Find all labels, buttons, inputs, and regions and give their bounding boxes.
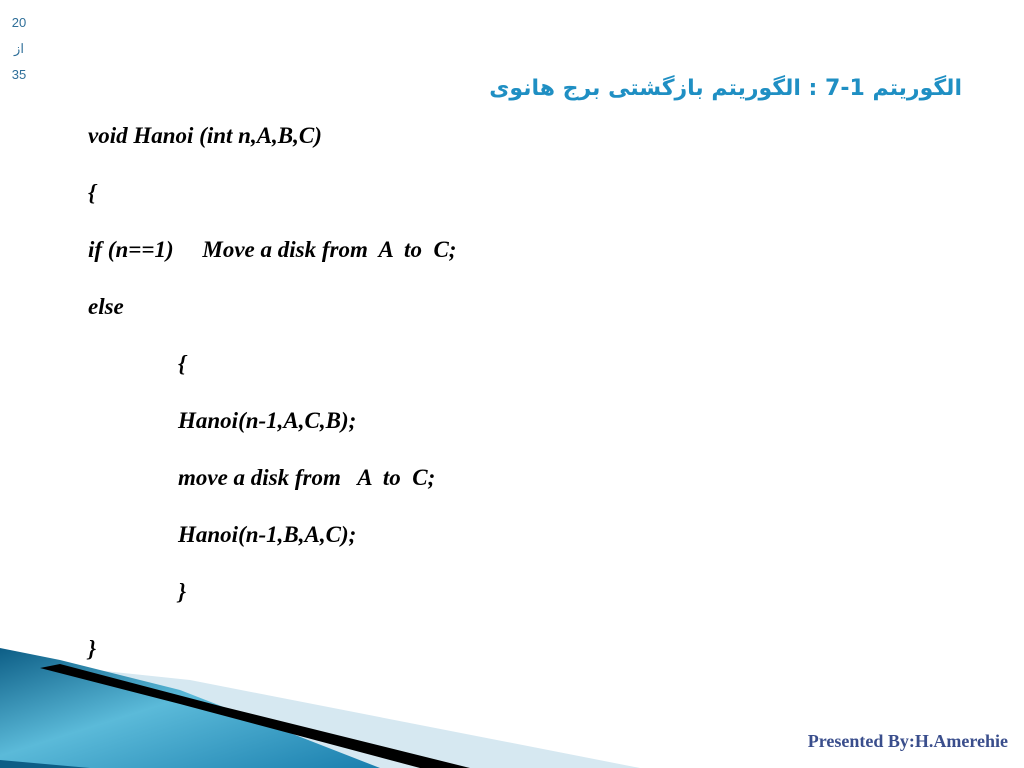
code-line-close-brace: }	[88, 636, 97, 661]
code-line-else: else	[88, 294, 124, 319]
page-separator: از	[14, 41, 24, 56]
page-total: 35	[11, 67, 27, 82]
page-current: 20	[11, 15, 27, 30]
code-line-if: if (n==1) Move a disk from A to C;	[88, 237, 457, 262]
code-line-move-disk: move a disk from A to C;	[178, 465, 436, 490]
code-line-inner-open-brace: {	[178, 351, 187, 376]
presenter-credit: Presented By:H.Amerehie	[807, 731, 1008, 751]
code-line-open-brace: {	[88, 180, 97, 205]
page-counter	[0, 10, 38, 88]
slide-title: الگوریتم 1-7 : الگوریتم بازگشتی برج هانوی	[489, 76, 962, 101]
code-line-recursive-call-2: Hanoi(n-1,B,A,C);	[178, 522, 357, 547]
code-line-recursive-call-1: Hanoi(n-1,A,C,B);	[178, 408, 357, 433]
code-line-signature: void Hanoi (int n,A,B,C)	[88, 123, 322, 148]
code-line-inner-close-brace: }	[178, 579, 187, 604]
